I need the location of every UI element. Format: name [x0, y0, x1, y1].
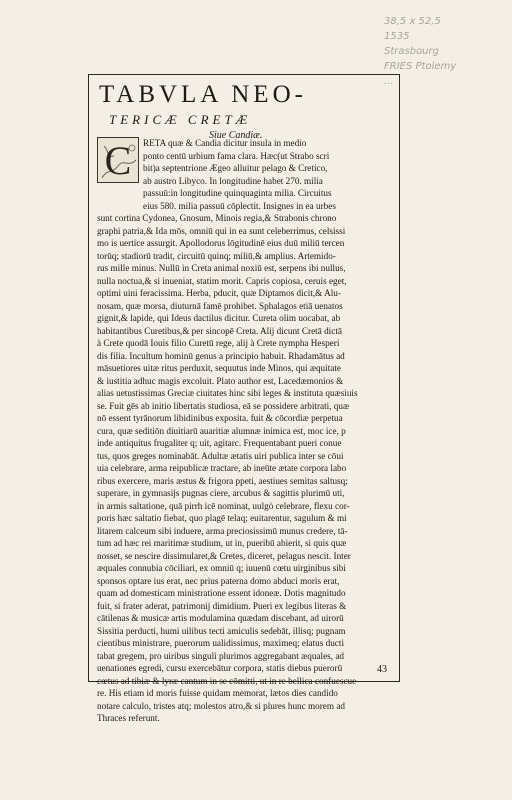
text-line: dis filia. Incultum hominū genus a principio habuit. Rhadamātus ad [97, 350, 345, 361]
pencil-note: ... [384, 76, 394, 87]
text-line: optimi uini feracissima. Herba, pducit, quæ Diptamos dicit,& Alu- [97, 288, 341, 298]
text-line: māsuetiores uitæ ritus perduxit, sequutus inde Minos, qui æquitate [97, 363, 341, 373]
pencil-note: FRIES Ptolemy [384, 61, 457, 72]
text-line: Sissitia perducti, humi uilibus tecti amiculis sedebāt, illisq; pugnam [97, 625, 346, 636]
text-line: nō essent tyrānorum libidinibus exposita. fuit & cōcordiæ perpetua [97, 413, 343, 423]
text-line: ribus exercere, maris æstus & frigora ppeti, aestiues semitas saltusq; [97, 475, 348, 486]
text-line: eius 580. milia passuū cōplectit. Insignes in ea urbes [143, 200, 336, 211]
pencil-note: Strasbourg [384, 46, 439, 57]
initial-letter: C [104, 137, 132, 183]
page-number: 43 [377, 664, 387, 675]
text-line: superare, in gymnasijs pugnas ciere, arcubus & sagittis plurimū uti, [97, 488, 345, 498]
text-line: se. Fuit gēs ab initio libertatis studiosa, eā se possidere arbitrati, quæ [97, 400, 350, 411]
text-line: inde antiquitus frugaliter q; uit, agitarc. Frequentabant pueri conue [97, 438, 342, 448]
text-line: in armis saltatione, quā pirrh icē nominat, uulgò celebrare, flexu cor- [97, 500, 350, 511]
text-line: uenationes egredi, cursu exercebātur corpora, statis diebus puerorū [97, 663, 343, 673]
text-line: alias uetustissimas Greciæ ciuitates hinc sibi leges & instituta quæsiuis [97, 388, 358, 398]
text-line: tus, quos greges nominabāt. Adultæ ætatis uiri publica inter se cōui [97, 450, 344, 461]
pencil-note: 38,5 x 52,5 [384, 16, 441, 27]
text-line: quam ad domesticam ministratione essent idoneæ. Dotis magnitudo [97, 588, 346, 598]
text-line: cura, quæ seditiōn diuitiarū auaritiæ alumnæ inimica est, moc ice, p [97, 425, 346, 436]
text-line: cātilenas & musicæ artis modulamina quædam discebant, ad uirorū [97, 613, 344, 623]
text-line: uia celebrare, arma reipublicæ tractare, ab ineūte ætate corpora labo [97, 463, 347, 473]
text-line: litarem calceum sibi induere, arma preciosissimū munus credere, tā- [97, 525, 348, 536]
text-line: rus mille minus. Nullū in Creta animal noxiū est, serpens ibi nullus, [97, 263, 346, 273]
text-line: torūq; stadiorū tradit, circuitū quinq; miliū,& amplius. Artemido- [97, 250, 336, 261]
title-line-2: TERICÆ CRETÆ [109, 112, 252, 127]
title-line-1: TABVLA NEO- [99, 81, 307, 108]
title-block [99, 81, 391, 142]
text-line: sponsos optare ius erat, nec prius paterna domo abduci moris erat, [97, 575, 340, 586]
text-line: notare calculo, tristes atq; molestos atro,& si plures hunc morem ad [97, 700, 345, 711]
text-line: RETA quæ & Candia dicitur insula in medio [143, 138, 307, 148]
text-line: à Crete quodā Iouis filio Curetū rege, alij à Crete nympha Hesperi [97, 338, 340, 348]
text-line: fuit, si frater aderat, patrimonij dimidium. Pueri ex legibus literas & [97, 600, 347, 611]
text-line: tabat gregem, pro uiribus singuli plurimos aggregabant æquales, ad [97, 650, 344, 661]
pencil-annotations [384, 14, 504, 89]
printed-page-frame [88, 74, 400, 723]
text-line: graphi patria,& Ida mōs, omniū qui in ea sunt celeberrimus, celsissi [97, 225, 346, 236]
text-line: cœtus ad tibiæ & lyræ cantum in se cōmitti, ut in re bellica confuescue [97, 675, 357, 686]
text-line: passuū:in longitudine quinquaginta milia. Circuitus [143, 188, 332, 198]
text-line: Thraces referunt. [97, 713, 160, 723]
text-line: bit)a septentrione Ægeo alluitur pelago & Cretico, [143, 163, 328, 173]
text-line: gignit,& lapide, qui Ideus dactilus dicitur. Cureta olim uocabat, ab [97, 313, 341, 323]
text-line: & iustitia adhuc magis excoluit. Plato author est, Lacedæmonios & [97, 375, 344, 386]
text-line: ponto centū urbium fama clara. Hæc(ut Strabo scri [143, 150, 330, 161]
text-line: poris hæc saltatio fiebat, quo plagē telaq; euitarentur, sagulum & mi [97, 513, 347, 523]
text-line: nosset, se nescire dissimularet,& Cretes, diceret, pelagus nescit. Inter [97, 550, 351, 561]
text-line: nosam, quæ morsa, diuturnā famē prohibet. Sphalagos etiā uenatos [97, 300, 343, 311]
text-line: ab austro Libyco. In longitudine habet 270. milia [143, 175, 323, 186]
body-text [97, 137, 393, 725]
pencil-note: 1535 [384, 31, 410, 42]
text-line: mo is uertice assurgit. Apollodorus lōgitudinē eius duū miliū tercen [97, 238, 345, 248]
text-line: cientibus ministrare, puerorum ualidissimus, maximeq; elatus ducti [97, 638, 344, 648]
text-line: sunt cortina Cydonea, Gnosum, Minois regia,& Strabonis chrono [97, 213, 337, 223]
text-line: nulla noctua,& si inueniat, statim morit. Capris copiosa, ceruis eget, [97, 275, 347, 286]
text-line: æquales connubia cōciliari, ex omniū q; iuuenū cœtu uirginibus sibi [97, 563, 346, 573]
text-line: re. His etiam id moris fuisse quidam memorat, lætos dies candido [97, 688, 338, 698]
text-line: habitantibus Curetibus,& per sincopē Creta. Alij dicunt Cretā dictā [97, 325, 342, 336]
title-line-3: Siue Candiæ. [209, 130, 263, 141]
text-line: tum ad hæc rei maritimæ studium, ut in, pueribū abierit, si quis quæ [97, 538, 347, 548]
